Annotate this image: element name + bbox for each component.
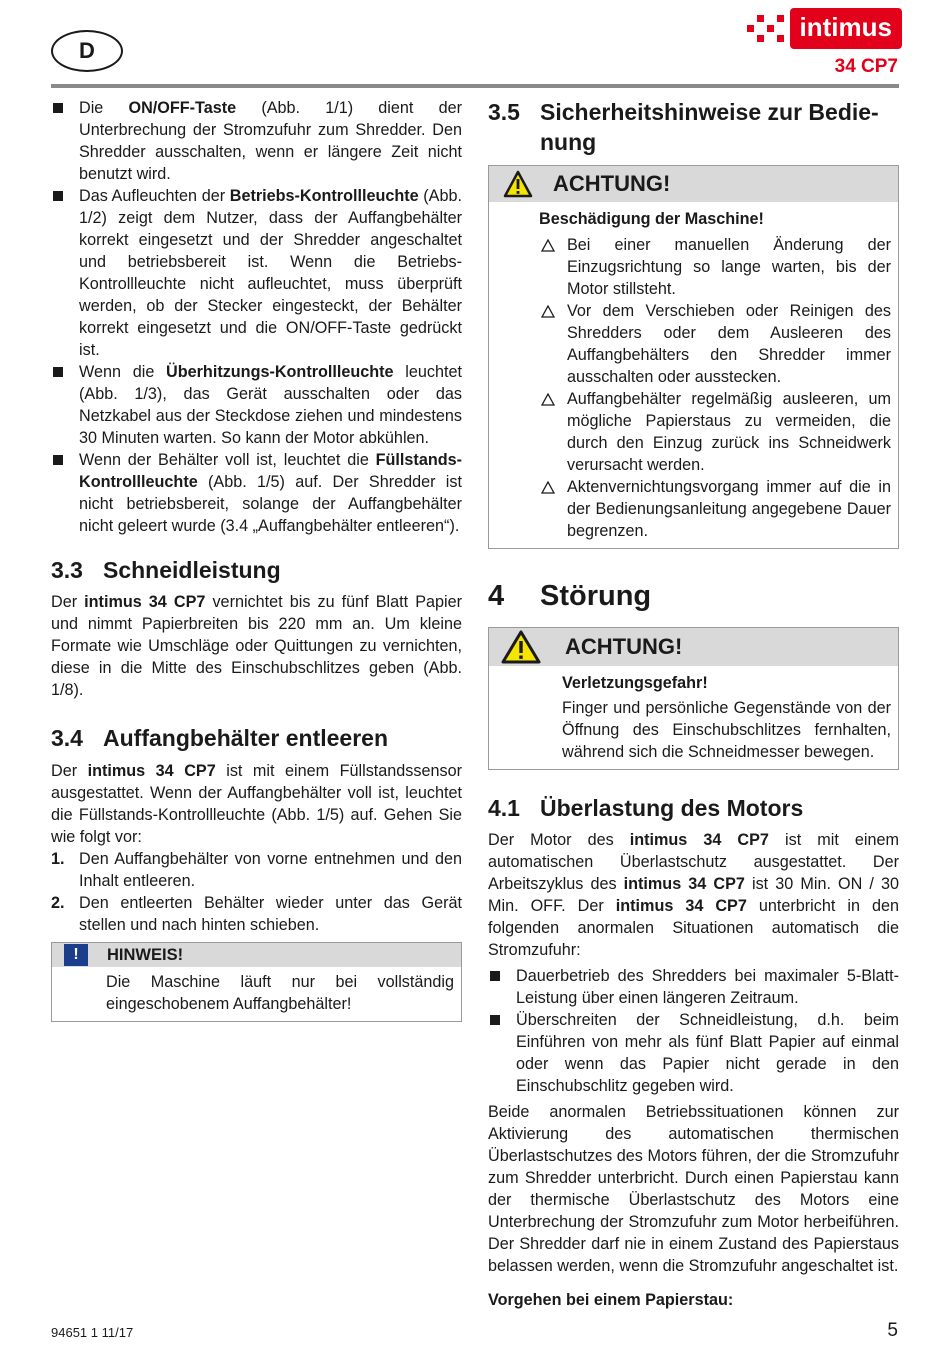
list-item: Das Aufleuchten der Betriebs-Kontrollleuchte (Abb. 1/2) zeigt dem Nutzer, dass der Auffangbehälter korrekt eingesetzt und der Shredder angeschaltet und betriebsbereit ist. Wenn die Betriebs-Kontrollleuchte nicht aufleuchtet, muss überprüft werden, ob der Stecker eingesteckt, der Behälter korrekt eingesetzt und die ON/OFF-Taste gedrückt ist. [51,185,462,361]
warning-subtitle: Verletzungsgefahr! [562,674,708,692]
note-box [51,942,462,1022]
list-item: 1. Den Auffangbehälter von vorne entnehmen und den Inhalt entleeren. [51,850,462,890]
triangle-bullet-icon [541,239,555,252]
paragraph: Der Motor des intimus 34 CP7 ist mit einem automatischen Überlastschutz ausgestattet. Der Arbeitszyklus des intimus 34 CP7 ist 30 Min. ON / 30 Min. OFF. Der intimus 34 CP7 unterbricht in den folgenden anormalen Situationen automatisch die Stromzufuhr: [488,831,899,959]
triangle-bullet-icon [541,393,555,406]
indicator-list [51,97,462,537]
overload-list [488,965,899,1097]
list-item: Dauerbetrieb des Shredders bei maximaler 5-Blatt-Leistung über einen längeren Zeitraum. [488,965,899,1009]
language-badge [51,30,123,72]
list-item: Vor dem Verschieben oder Reinigen des Shredders oder dem Ausleeren des Auffangbehälters den Shredder immer ausschalten oder ausstecken. [539,300,891,388]
section-heading-3-4: 3.4 Auffangbehälter entleeren [51,725,388,751]
warning-title: ACHTUNG! [553,171,671,196]
warning-triangle-icon [501,630,541,664]
paragraph: Beide anormalen Betriebssituationen können zur Aktivierung des automatischen thermischen Überlastschutzes des Motors führen, der die Stromzufuhr zum Shredder unterbricht. Durch einen Papierstau kann der thermische Überlastschutz des Motors eine Unterbrechung der Stromzufuhr zum Motor herbeiführen. Der Shredder darf nie in einem Zustand des Papierstaus belassen werden, wenn die Stromzufuhr angeschaltet ist. [488,1103,899,1275]
list-item: Wenn die Überhitzungs-Kontrollleuchte leuchtet (Abb. 1/3), das Gerät ausschalten oder das Netzkabel aus der Steckdose ziehen und mindestens 30 Minuten warten. So kann der Motor abkühlen. [51,361,462,449]
header-divider [51,84,899,88]
note-header [52,943,461,967]
note-text: Die Maschine läuft nur bei vollständig eingeschobenem Auffangbehälter! [106,973,454,1013]
triangle-bullet-icon [541,481,555,494]
language-code: D [79,38,95,63]
right-column [488,97,899,1311]
warning-header [489,628,898,666]
triangle-bullet-icon [541,305,555,318]
list-item: Auffangbehälter regelmäßig ausleeren, um mögliche Papierstaus zu vermeiden, die durch den Einzug zurück ins Schneidwerk verursacht werden. [539,388,891,476]
section-heading-4: 4 Störung [488,580,652,612]
warning-triangle-icon [503,170,533,198]
warning-box-machine [488,165,899,549]
jam-procedure-heading: Vorgehen bei einem Papierstau: [488,1291,734,1309]
info-exclamation-icon: ! [64,944,88,966]
model-name: 34 CP7 [834,56,898,77]
steps-list [51,848,462,936]
warning-header [489,166,898,202]
section-heading-4-1: 4.1 Überlastung des Motors [488,795,804,821]
list-item: Bei einer manuellen Änderung der Einzugsrichtung so lange warten, bis der Motor stillsteht. [539,234,891,300]
list-item: 2. Den entleerten Behälter wieder unter das Gerät stellen und nach hinten schieben. [51,894,462,934]
warning-text: Finger und persönliche Gegenstände von der Öffnung des Einschubschlitzes fernhalten, während sich die Schneidmesser bewegen. [562,699,891,761]
paragraph: Der intimus 34 CP7 vernichtet bis zu fünf Blatt Papier und nimmt Papierbreiten bis 220 mm an. Um kleine Formate wie Umschläge oder Quittungen zu vernichten, diese in die Mitte des Einschubschlitzes geben (Abb. 1/8). [51,593,462,699]
document-code: 94651 1 11/17 [51,1325,134,1340]
list-item: Aktenvernichtungsvorgang immer auf die in der Bedienungsanleitung angegebene Dauer begrenzen. [539,476,891,542]
warning-title: ACHTUNG! [565,634,683,659]
note-title: HINWEIS! [107,945,184,964]
section-heading-3-3: 3.3 Schneidleistung [51,557,281,583]
list-item: Überschreiten der Schneidleistung, d.h. beim Einführen von mehr als fünf Blatt Papier auf einmal oder wenn das Papier nicht gerade in den Einschubschlitz gegeben wird. [488,1009,899,1097]
warning-box-injury [488,627,899,770]
page-number: 5 [887,1320,898,1341]
warning-list [539,234,891,542]
warning-subtitle: Beschädigung der Maschine! [539,210,764,228]
list-item: Wenn der Behälter voll ist, leuchtet die Füllstands-Kontrollleuchte (Abb. 1/5) auf. Der Shredder ist nicht betriebsbereit, solange der Auffangbehälter nicht geleert wurde (3.4 „Auffangbehälter entleeren“). [51,449,462,537]
intimus-logo [747,8,902,49]
paragraph: Der intimus 34 CP7 ist mit einem Füllstandssensor ausgestattet. Wenn der Auffangbehälter voll ist, leuchtet die Füllstands-Kontrollleuchte (Abb. 1/5) auf. Gehen Sie wie folgt vor: [51,762,462,846]
brand-name: intimus [790,8,902,49]
logo-dots-icon [747,15,784,42]
left-column [51,97,462,1022]
list-item: Die ON/OFF-Taste (Abb. 1/1) dient der Unterbrechung der Stromzufuhr zum Shredder. Den Shredder ausschalten, wenn er längere Zeit nicht benutzt wird. [51,97,462,185]
section-heading-3-5: 3.5 Sicherheitshinweise zur Bedie- nung [488,99,879,155]
